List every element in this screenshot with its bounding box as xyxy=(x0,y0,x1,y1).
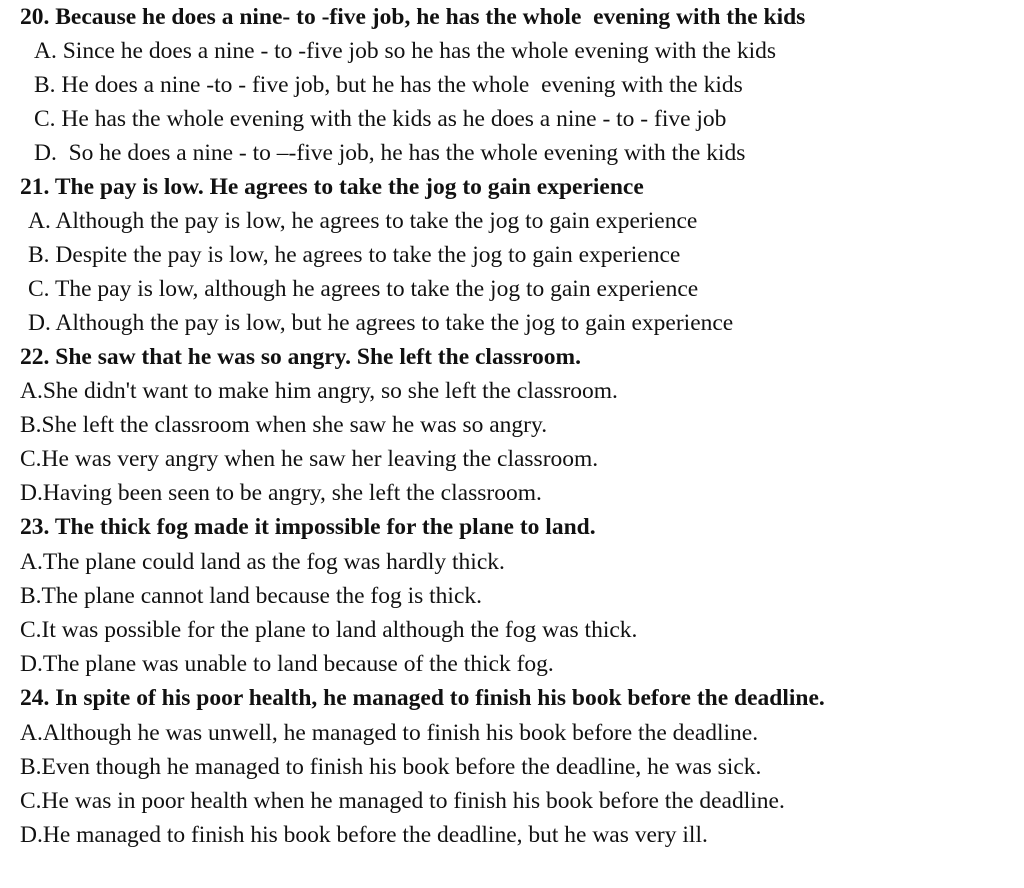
question-22-option-d: D.Having been seen to be angry, she left the classroom. xyxy=(20,480,542,506)
question-24-option-c: C.He was in poor health when he managed to finish his book before the deadline. xyxy=(20,788,785,814)
question-24-option-d: D.He managed to finish his book before the deadline, but he was very ill. xyxy=(20,822,708,848)
question-24-option-b: B.Even though he managed to finish his book before the deadline, he was sick. xyxy=(20,754,762,780)
question-20-option-b: B. He does a nine -to - five job, but he has the whole evening with the kids xyxy=(34,72,743,98)
question-23-option-d: D.The plane was unable to land because of the thick fog. xyxy=(20,651,554,677)
question-23-option-b: B.The plane cannot land because the fog is thick. xyxy=(20,583,483,609)
question-22-option-b: B.She left the classroom when she saw he was so angry. xyxy=(20,412,548,438)
question-22-option-a: A.She didn't want to make him angry, so she left the classroom. xyxy=(20,378,618,404)
question-20-option-d: D. So he does a nine - to –-five job, he has the whole evening with the kids xyxy=(34,140,746,166)
question-22-option-c: C.He was very angry when he saw her leaving the classroom. xyxy=(20,446,599,472)
question-22-stem: 22. She saw that he was so angry. She left the classroom. xyxy=(20,344,581,370)
question-21-option-a: A. Although the pay is low, he agrees to take the jog to gain experience xyxy=(28,208,698,234)
question-21-stem: 21. The pay is low. He agrees to take the jog to gain experience xyxy=(20,174,644,200)
question-20-option-c: C. He has the whole evening with the kids as he does a nine - to - five job xyxy=(34,106,727,132)
question-23-option-c: C.It was possible for the plane to land although the fog was thick. xyxy=(20,617,638,643)
question-20-stem: 20. Because he does a nine- to -five job, he has the whole evening with the kids xyxy=(20,4,806,30)
question-23-option-a: A.The plane could land as the fog was hardly thick. xyxy=(20,549,505,575)
question-24-stem: 24. In spite of his poor health, he managed to finish his book before the deadline. xyxy=(20,685,825,711)
question-21-option-d: D. Although the pay is low, but he agrees to take the jog to gain experience xyxy=(28,310,734,336)
question-23-stem: 23. The thick fog made it impossible for the plane to land. xyxy=(20,514,596,540)
question-21-option-b: B. Despite the pay is low, he agrees to take the jog to gain experience xyxy=(28,242,681,268)
question-21-option-c: C. The pay is low, although he agrees to take the jog to gain experience xyxy=(28,276,699,302)
question-20-option-a: A. Since he does a nine - to -five job so he has the whole evening with the kids xyxy=(34,38,777,64)
question-24-option-a: A.Although he was unwell, he managed to finish his book before the deadline. xyxy=(20,720,759,746)
